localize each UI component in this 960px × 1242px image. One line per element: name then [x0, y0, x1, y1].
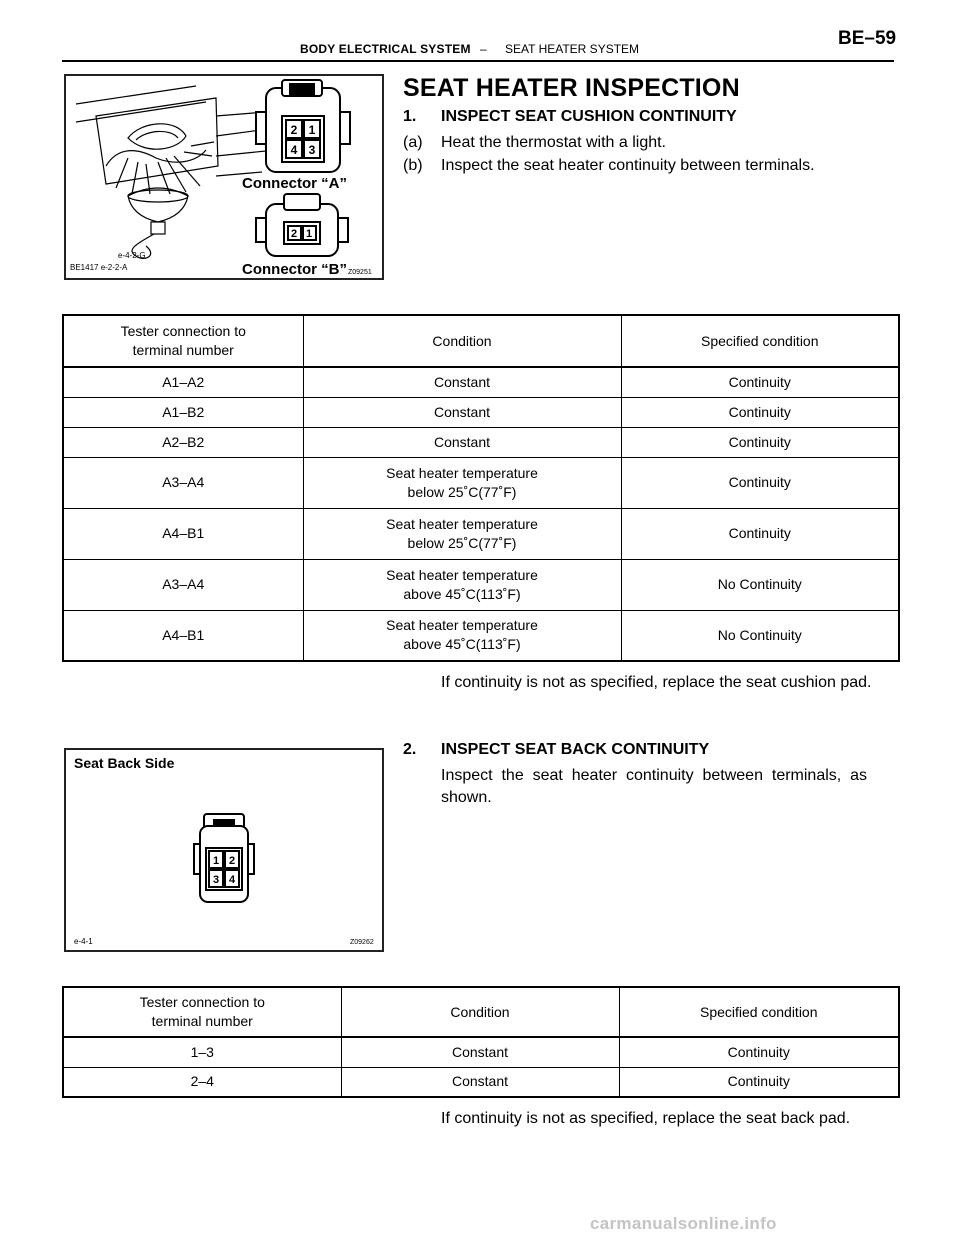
header-section: BODY ELECTRICAL SYSTEM — [300, 42, 471, 56]
cell-condition: Constant — [341, 1037, 619, 1067]
pin-label: 1 — [305, 228, 313, 240]
table-row — [63, 1037, 899, 1067]
substep-text: Inspect the seat heater continuity between terminals. — [441, 157, 815, 174]
table-row — [63, 457, 899, 508]
cell-specified: No Continuity — [621, 559, 899, 610]
substep-mark: (b) — [403, 157, 423, 174]
pin-label: 1 — [212, 855, 220, 867]
connector-b-label: Connector “B” — [242, 261, 347, 278]
table-header-row — [63, 315, 899, 367]
cell-terminal: A2–B2 — [63, 427, 303, 457]
step-heading-text: INSPECT SEAT CUSHION CONTINUITY — [441, 108, 737, 125]
step-2-line: Inspect the seat heater continuity between terminals, as — [441, 767, 868, 784]
cell-terminal: A3–A4 — [63, 457, 303, 508]
cell-specified: Continuity — [619, 1037, 899, 1067]
figure-code: BE1417 e-2-2-A — [70, 263, 128, 272]
table-row — [63, 427, 899, 457]
figure-code: e-4-2-G — [118, 251, 146, 260]
table-row — [63, 508, 899, 559]
step-2-line: shown. — [441, 789, 492, 806]
pin-label: 4 — [290, 143, 298, 157]
note-cushion: If continuity is not as specified, replace the seat cushion pad. — [441, 674, 872, 691]
table-header-row — [63, 987, 899, 1037]
step-1b — [403, 155, 815, 177]
back-continuity-table — [62, 986, 900, 1098]
table-row — [63, 610, 899, 661]
header-separator: – — [480, 42, 487, 56]
substep-mark: (a) — [403, 134, 423, 151]
header-subsection: SEAT HEATER SYSTEM — [505, 42, 640, 56]
cell-specified: Continuity — [621, 367, 899, 397]
col-header-specified: Specified condition — [619, 987, 899, 1037]
pin-label: 1 — [308, 123, 316, 137]
pin-label: 3 — [308, 143, 316, 157]
cell-terminal: A4–B1 — [63, 508, 303, 559]
figure-title: Seat Back Side — [74, 755, 175, 771]
figure-seat-back — [64, 748, 384, 952]
table-row — [63, 397, 899, 427]
cell-specified: Continuity — [621, 427, 899, 457]
pin-label: 2 — [290, 123, 298, 137]
cell-condition: Constant — [303, 367, 621, 397]
cell-specified: Continuity — [619, 1067, 899, 1097]
step-1a — [403, 132, 666, 154]
seat-back-connector-icon — [194, 814, 254, 902]
connector-illustration — [66, 76, 382, 278]
col-header-tester: Tester connection to terminal number — [63, 315, 303, 367]
connector-b-icon — [256, 194, 348, 256]
cell-specified: Continuity — [621, 508, 899, 559]
cell-terminal: A1–A2 — [63, 367, 303, 397]
step-number: 2. — [403, 741, 417, 758]
watermark: carmanualsonline.info — [590, 1214, 777, 1233]
col-header-specified: Specified condition — [621, 315, 899, 367]
cell-condition: Seat heater temperature above 45˚C(113˚F) — [303, 610, 621, 661]
table-row — [63, 367, 899, 397]
connector-a-label: Connector “A” — [242, 175, 347, 192]
header-rule — [62, 60, 894, 62]
step-1-heading — [403, 108, 737, 126]
cell-specified: No Continuity — [621, 610, 899, 661]
cushion-continuity-table — [62, 314, 900, 662]
step-2-heading — [403, 741, 709, 759]
cell-terminal: A1–B2 — [63, 397, 303, 427]
col-header-condition: Condition — [303, 315, 621, 367]
cell-condition: Seat heater temperature below 25˚C(77˚F) — [303, 508, 621, 559]
note-back: If continuity is not as specified, replace the seat back pad. — [441, 1110, 851, 1127]
figure-code: e-4-1 — [74, 937, 93, 946]
figure-code: Z09262 — [350, 939, 374, 946]
pin-label: 2 — [290, 228, 298, 240]
col-header-condition: Condition — [341, 987, 619, 1037]
figure-code: Z09251 — [348, 269, 372, 276]
step-heading-text: INSPECT SEAT BACK CONTINUITY — [441, 741, 710, 758]
step-number: 1. — [403, 108, 417, 125]
page-number: BE–59 — [838, 28, 897, 49]
figure-connectors — [64, 74, 384, 280]
cell-terminal: 2–4 — [63, 1067, 341, 1097]
table-row — [63, 559, 899, 610]
substep-text: Heat the thermostat with a light. — [441, 134, 666, 151]
step-2-text — [441, 765, 897, 809]
cell-terminal: A4–B1 — [63, 610, 303, 661]
cell-condition: Constant — [303, 427, 621, 457]
lamp-sketch — [76, 86, 276, 258]
page-title: SEAT HEATER INSPECTION — [403, 74, 740, 102]
col-header-tester: Tester connection to terminal number — [63, 987, 341, 1037]
cell-terminal: 1–3 — [63, 1037, 341, 1067]
cell-specified: Continuity — [621, 397, 899, 427]
cell-condition: Seat heater temperature below 25˚C(77˚F) — [303, 457, 621, 508]
pin-label: 4 — [228, 874, 236, 886]
cell-condition: Seat heater temperature above 45˚C(113˚F) — [303, 559, 621, 610]
table-row — [63, 1067, 899, 1097]
pin-label: 3 — [212, 874, 220, 886]
cell-terminal: A3–A4 — [63, 559, 303, 610]
pin-label: 2 — [228, 855, 236, 867]
seat-back-illustration — [66, 750, 382, 950]
cell-condition: Constant — [303, 397, 621, 427]
cell-condition: Constant — [341, 1067, 619, 1097]
cell-specified: Continuity — [621, 457, 899, 508]
connector-a-icon — [256, 80, 350, 172]
